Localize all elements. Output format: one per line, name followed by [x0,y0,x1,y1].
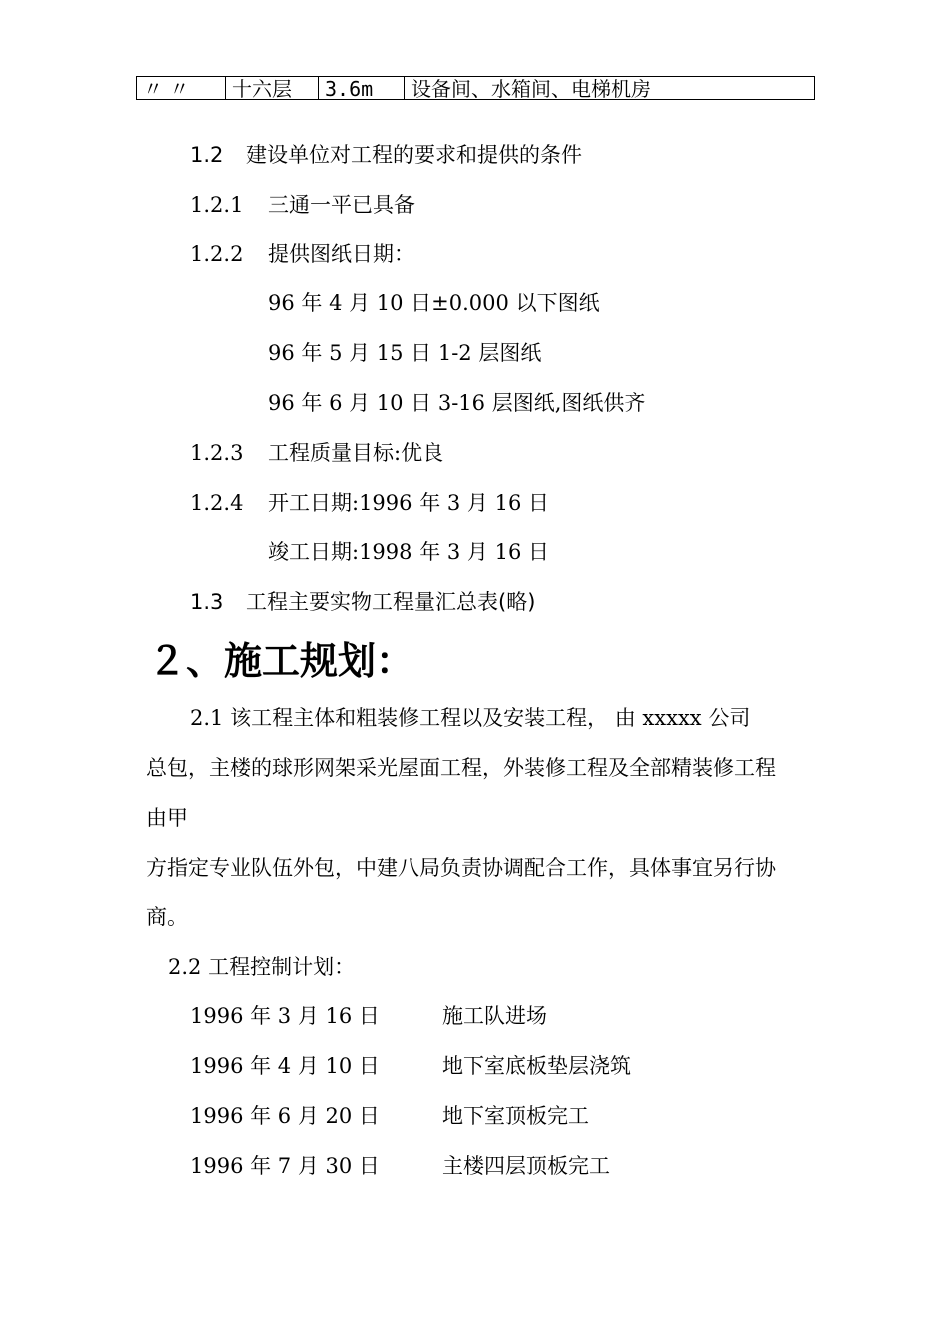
table-cell-usage: 设备间、水箱间、电梯机房 [404,77,814,99]
drawing-date-line: 96 年 4 月 10 日±0.000 以下图纸 [268,291,600,315]
floor-table-row [136,76,815,100]
schedule-row [190,1053,631,1079]
section-number: 1.2.1 [190,193,244,217]
completion-date: 竣工日期:1998 年 3 月 16 日 [268,540,549,564]
schedule-date: 1996 年 6 月 20 日 [190,1104,380,1128]
table-cell-ditto: 〃 〃 [143,77,190,101]
paragraph-2-1-line: 由甲 [146,806,188,830]
section-1-3-heading [190,589,535,615]
drawing-date-line: 96 年 6 月 10 日 3-16 层图纸,图纸供齐 [268,391,646,415]
section-number: 1.2.2 [190,242,244,266]
schedule-date: 1996 年 3 月 16 日 [190,1004,380,1028]
section-number: 1.2.4 [190,491,244,515]
table-cell-height: 3.6m [318,77,404,99]
schedule-row [190,1003,547,1029]
schedule-row [190,1153,610,1179]
section-number: 1.3 [190,590,224,614]
section-text: 工程质量目标:优良 [268,441,444,465]
schedule-task: 地下室底板垫层浇筑 [442,1054,631,1078]
section-title: 建设单位对工程的要求和提供的条件 [246,143,582,167]
section-text: 三通一平已具备 [268,193,415,217]
section-number: 1.2.3 [190,441,244,465]
section-number: 1.2 [190,143,224,167]
schedule-date: 1996 年 7 月 30 日 [190,1154,380,1178]
paragraph-2-1-line: 方指定专业队伍外包，中建八局负责协调配合工作，具体事宜另行协 [146,856,776,880]
schedule-row [190,1103,589,1129]
section-1-2-1 [190,192,415,218]
schedule-task: 施工队进场 [442,1004,547,1028]
schedule-task: 地下室顶板完工 [442,1104,589,1128]
table-cell-floor: 十六层 [225,77,318,99]
schedule-task: 主楼四层顶板完工 [442,1154,610,1178]
section-1-2-heading [190,142,582,168]
paragraph-2-1-line: 商。 [146,905,188,929]
section-1-2-2 [190,241,415,267]
section-title: 工程主要实物工程量汇总表(略) [246,590,536,614]
start-date: 开工日期:1996 年 3 月 16 日 [268,491,549,515]
section-2-2-heading: 2.2 工程控制计划： [168,955,356,979]
paragraph-2-1-line: 2.1 该工程主体和粗装修工程以及安装工程， 由 xxxxx 公司 [190,706,751,730]
section-text: 提供图纸日期： [268,242,415,266]
section-1-2-3 [190,440,443,466]
section-1-2-4 [190,490,549,516]
paragraph-2-1-line: 总包，主楼的球形网架采光屋面工程，外装修工程及全部精装修工程 [146,756,776,780]
schedule-date: 1996 年 4 月 10 日 [190,1054,380,1078]
drawing-date-line: 96 年 5 月 15 日 1-2 层图纸 [268,341,542,365]
chapter-2-heading: ２、施工规划： [148,639,415,683]
